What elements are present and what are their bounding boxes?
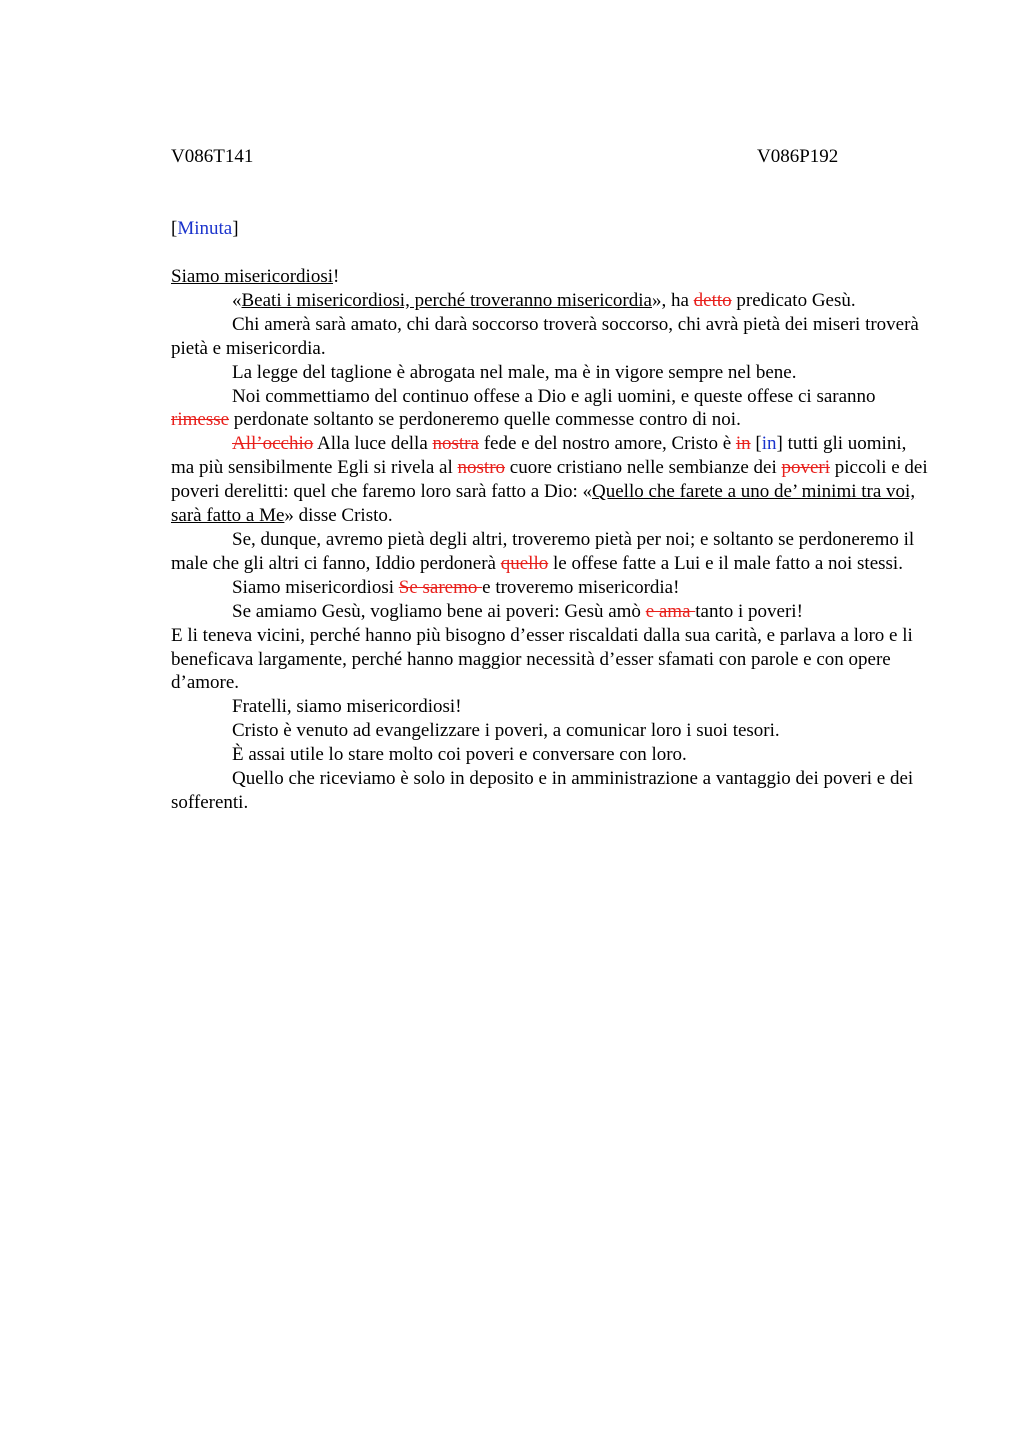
paragraph-10: Fratelli, siamo misericordiosi! <box>232 696 462 718</box>
deleted-word: All’occhio <box>232 433 314 455</box>
document-code-left: V086T141 <box>171 146 254 167</box>
text-run: « <box>232 289 242 311</box>
deleted-word: poveri <box>781 457 831 479</box>
bracket-close: ] <box>232 218 239 239</box>
deleted-word: nostra <box>432 433 479 455</box>
text-run: ] tutti gli uomini, ma più sensibilmente Egli si rivela al <box>171 433 907 479</box>
text-run: Se, dunque, avremo pietà degli altri, troveremo pietà per noi; e soltanto se perdoneremo il male che gli altri ci fanno, Iddio perdonerà <box>171 528 915 574</box>
beatitude-quote: Beati i misericordiosi, perché troveranno misericordia <box>241 289 652 311</box>
gospel-quote: Quello che farete a uno de’ minimi tra voi, sarà fatto a Me <box>171 481 916 527</box>
document-code-right: V086P192 <box>757 146 839 167</box>
paragraph-12: È assai utile lo stare molto coi poveri e conversare con loro. <box>232 744 687 766</box>
text-run: tanto i poveri! <box>695 600 803 622</box>
paragraph-1 <box>171 289 929 313</box>
deleted-word: detto <box>693 289 732 311</box>
minuta-label: Minuta <box>177 218 233 239</box>
deleted-word: nostro <box>457 457 506 479</box>
text-run: Noi commettiamo del continuo offese a Dio e agli uomini, e queste offese ci saranno <box>232 385 876 407</box>
text-run: [ <box>750 433 762 455</box>
deleted-word: in <box>735 433 751 455</box>
deleted-word: Se saremo <box>398 576 483 598</box>
deleted-word: rimesse <box>171 409 230 431</box>
editorial-note <box>171 218 239 240</box>
paragraph-11: Cristo è venuto ad evangelizzare i poveri, a comunicar loro i suoi tesori. <box>232 720 780 742</box>
paragraph-13: Quello che riceviamo è solo in deposito e in amministrazione a vantaggio dei poveri e dei sofferenti. <box>171 768 914 813</box>
title-text: Siamo misericordiosi <box>171 266 334 287</box>
paragraph-2: Chi amerà sarà amato, chi darà soccorso troverà soccorso, chi avrà pietà dei miseri troverà pietà e misericordia. <box>171 313 919 359</box>
text-run: predicato Gesù. <box>731 289 856 311</box>
document-body <box>171 265 929 815</box>
text-run: Siamo misericordiosi <box>232 576 399 598</box>
paragraph-5 <box>171 432 929 528</box>
inserted-word: in <box>761 433 777 455</box>
text-run: perdonate soltanto se perdoneremo quelle commesse contro di noi. <box>229 409 741 431</box>
paragraph-8 <box>171 600 929 624</box>
title-exclamation: ! <box>333 266 340 287</box>
text-run: » disse Cristo. <box>284 505 393 527</box>
paragraph-7 <box>171 576 929 600</box>
text-run: piccoli e dei poveri derelitti: quel che faremo loro sarà fatto a Dio: « <box>171 457 928 503</box>
text-run: cuore cristiano nelle sembianze dei <box>505 457 782 479</box>
deleted-word: e ama <box>645 600 696 622</box>
text-run: le offese fatte a Lui e il male fatto a noi stessi. <box>548 552 903 574</box>
paragraph-3: La legge del taglione è abrogata nel male, ma è in vigore sempre nel bene. <box>232 361 797 383</box>
paragraph-6 <box>171 528 929 576</box>
bracket-open: [ <box>171 218 178 239</box>
paragraph-9: E li teneva vicini, perché hanno più bisogno d’esser riscaldati dalla sua carità, e parlava a loro e li beneficava largamente, perché hanno maggior necessità d’esser sfamati con parole e con opere d’amore. <box>171 624 913 694</box>
text-run: Alla luce della <box>313 433 433 455</box>
text-run: e troveremo misericordia! <box>482 576 680 598</box>
deleted-word: quello <box>500 552 549 574</box>
text-run: », ha <box>651 289 694 311</box>
text-run: fede e del nostro amore, Cristo è <box>478 433 736 455</box>
paragraph-4 <box>171 385 929 433</box>
text-run: Se amiamo Gesù, vogliamo bene ai poveri: Gesù amò <box>232 600 646 622</box>
document-title <box>171 265 929 289</box>
